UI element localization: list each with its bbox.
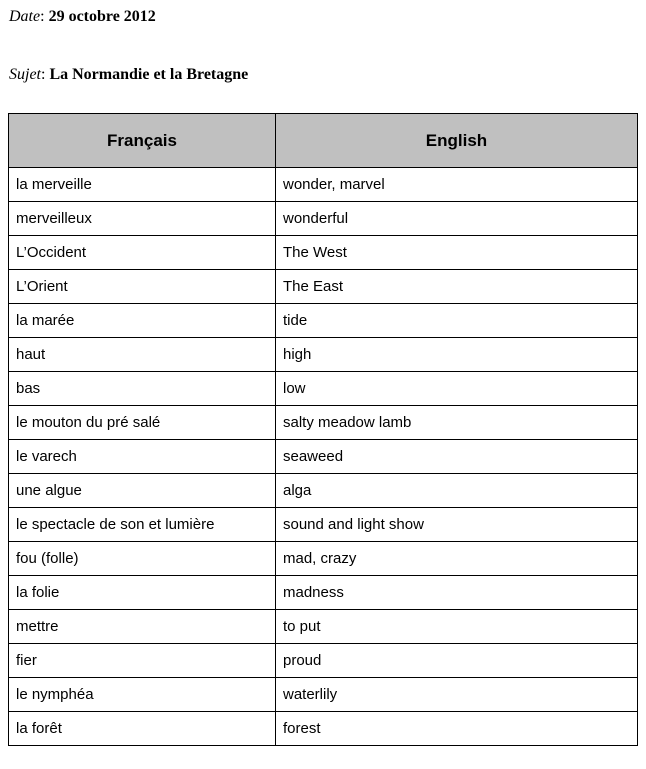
table-row	[9, 304, 638, 338]
subject-label: Sujet	[9, 66, 41, 83]
french-term: merveilleux	[9, 202, 276, 236]
french-term: mettre	[9, 610, 276, 644]
french-term: fou (folle)	[9, 542, 276, 576]
french-term: la forêt	[9, 712, 276, 746]
english-term: low	[276, 372, 638, 406]
french-term: le nymphéa	[9, 678, 276, 712]
table-row	[9, 168, 638, 202]
column-header-english: English	[276, 114, 638, 168]
french-term: le varech	[9, 440, 276, 474]
table-row	[9, 576, 638, 610]
table-row	[9, 508, 638, 542]
english-term: sound and light show	[276, 508, 638, 542]
french-term: une algue	[9, 474, 276, 508]
table-row	[9, 644, 638, 678]
table-row	[9, 712, 638, 746]
english-term: high	[276, 338, 638, 372]
french-term: bas	[9, 372, 276, 406]
column-header-french: Français	[9, 114, 276, 168]
subject-value: La Normandie et la Bretagne	[49, 66, 249, 83]
english-term: salty meadow lamb	[276, 406, 638, 440]
date-line: Date: 29 octobre 2012	[9, 8, 156, 25]
english-term: mad, crazy	[276, 542, 638, 576]
french-term: la folie	[9, 576, 276, 610]
table-row	[9, 202, 638, 236]
french-term: L’Occident	[9, 236, 276, 270]
english-term: alga	[276, 474, 638, 508]
french-term: haut	[9, 338, 276, 372]
english-term: forest	[276, 712, 638, 746]
table-row	[9, 474, 638, 508]
english-term: madness	[276, 576, 638, 610]
table-row	[9, 406, 638, 440]
french-term: la merveille	[9, 168, 276, 202]
table-row	[9, 440, 638, 474]
table-row	[9, 338, 638, 372]
table-row	[9, 372, 638, 406]
vocabulary-table	[8, 113, 638, 746]
english-term: wonder, marvel	[276, 168, 638, 202]
french-term: le mouton du pré salé	[9, 406, 276, 440]
english-term: seaweed	[276, 440, 638, 474]
french-term: L’Orient	[9, 270, 276, 304]
table-header-row	[9, 114, 638, 168]
date-label: Date	[9, 8, 41, 25]
english-term: to put	[276, 610, 638, 644]
english-term: tide	[276, 304, 638, 338]
english-term: waterlily	[276, 678, 638, 712]
table-row	[9, 236, 638, 270]
french-term: le spectacle de son et lumière	[9, 508, 276, 542]
english-term: proud	[276, 644, 638, 678]
english-term: The East	[276, 270, 638, 304]
english-term: The West	[276, 236, 638, 270]
date-value: 29 octobre 2012	[48, 8, 156, 25]
table-row	[9, 678, 638, 712]
english-term: wonderful	[276, 202, 638, 236]
table-row	[9, 610, 638, 644]
french-term: la marée	[9, 304, 276, 338]
table-row	[9, 542, 638, 576]
subject-line: Sujet: La Normandie et la Bretagne	[9, 66, 249, 83]
french-term: fier	[9, 644, 276, 678]
table-row	[9, 270, 638, 304]
